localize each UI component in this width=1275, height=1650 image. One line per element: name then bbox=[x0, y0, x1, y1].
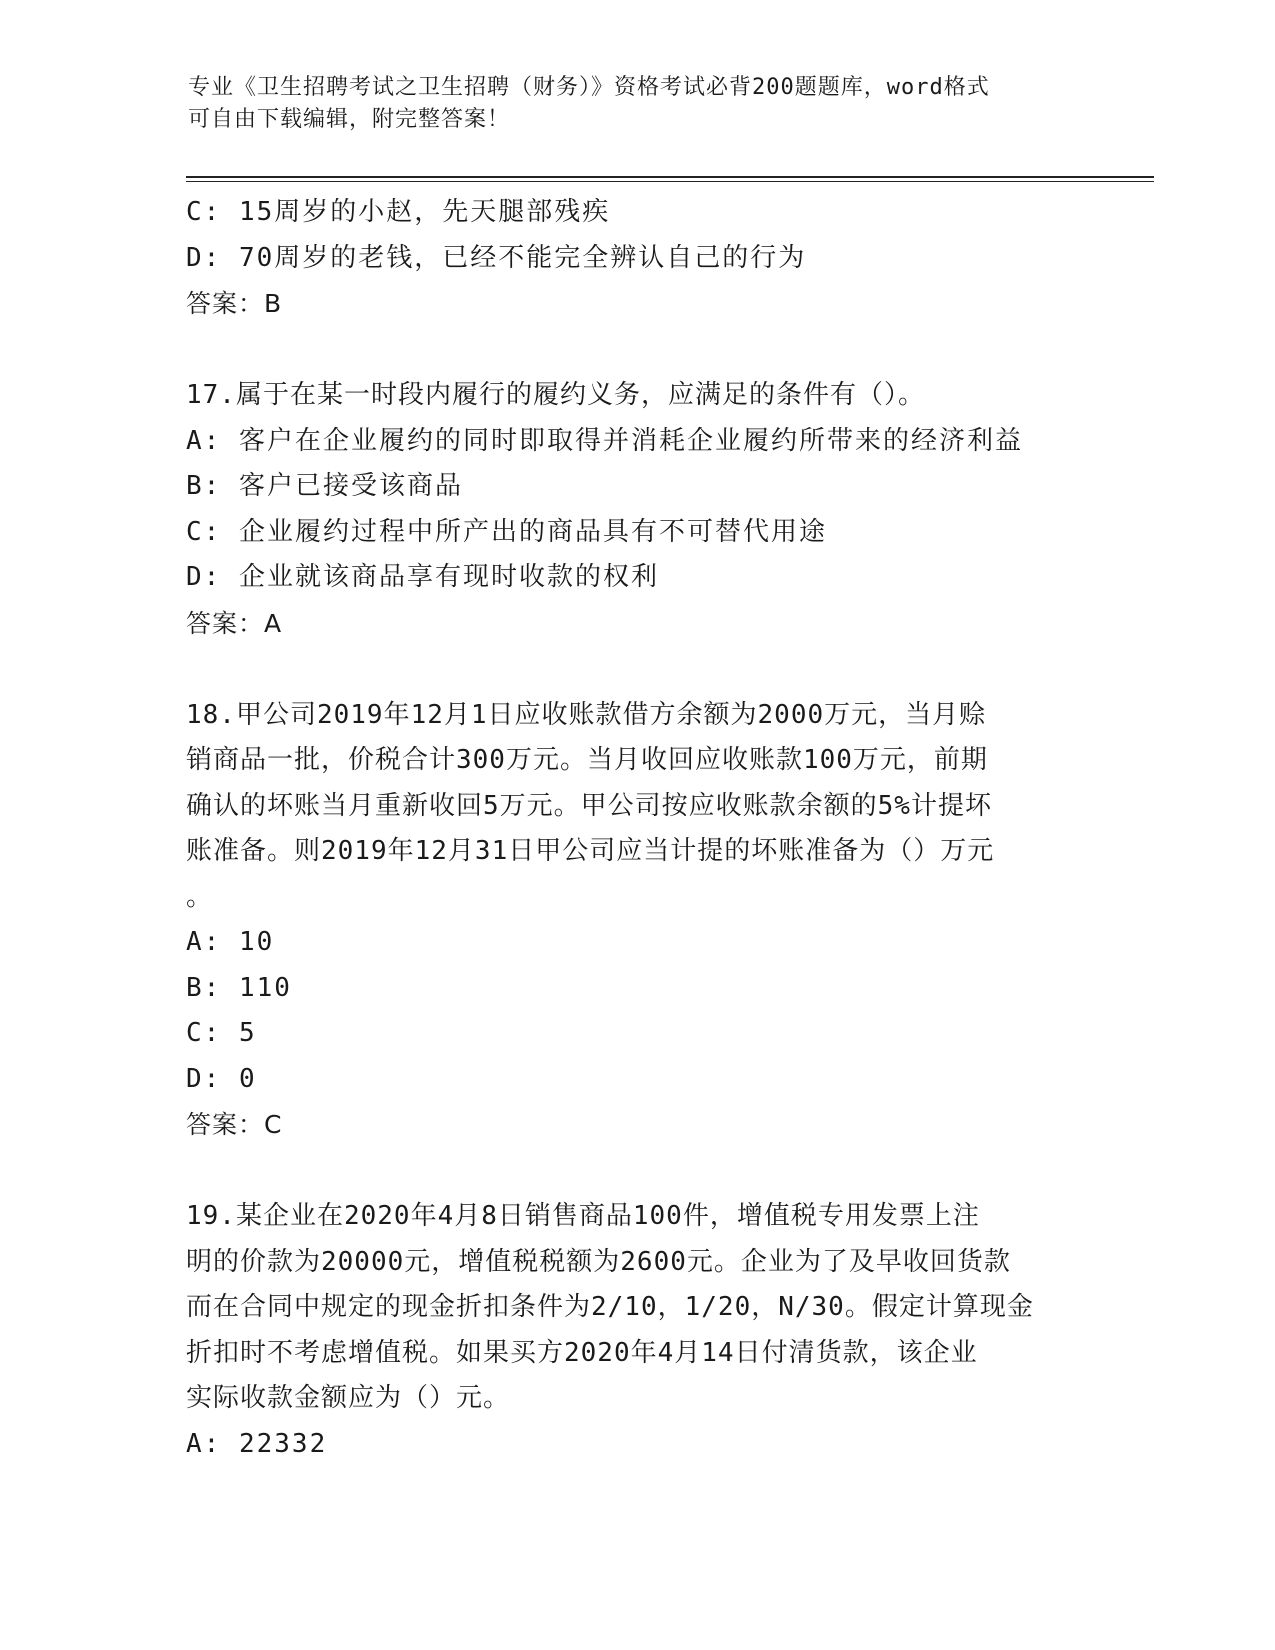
stem-line: 账准备。则2019年12月31日甲公司应当计提的坏账准备为（）万元 bbox=[186, 836, 995, 866]
option-c: C: 企业履约过程中所产出的商品具有不可替代用途 bbox=[186, 516, 827, 547]
question-18 bbox=[186, 693, 1086, 1149]
document-header bbox=[188, 72, 1068, 136]
header-line-2: 可自由下载编辑，附完整答案！ bbox=[188, 107, 511, 132]
spacer bbox=[186, 1148, 1086, 1194]
stem-line: 折扣时不考虑增值税。如果买方2020年4月14日付清货款，该企业 bbox=[186, 1337, 978, 1368]
question-stem bbox=[186, 1194, 1086, 1422]
stem-line: 而在合同中规定的现金折扣条件为2/10，1/20，N/30。假定计算现金 bbox=[186, 1292, 1034, 1322]
answer-line: 答案：B bbox=[186, 289, 283, 318]
option-b: B: 客户已接受该商品 bbox=[186, 471, 463, 501]
header-divider-thin bbox=[186, 181, 1154, 182]
option-a: A: 客户在企业履约的同时即取得并消耗企业履约所带来的经济利益 bbox=[186, 425, 1023, 456]
header-line-1: 专业《卫生招聘考试之卫生招聘（财务）》资格考试必背200题题库，word格式 bbox=[188, 75, 990, 100]
header-divider bbox=[186, 176, 1154, 178]
question-16-tail bbox=[186, 190, 1086, 327]
stem-line: 实际收款金额应为（）元。 bbox=[186, 1383, 511, 1413]
option-a: A: 10 bbox=[186, 927, 275, 957]
question-stem bbox=[186, 373, 1086, 419]
stem-line: 18.甲公司2019年12月1日应收账款借方余额为2000万元，当月赊 bbox=[186, 699, 987, 730]
stem-line: 销商品一批，价税合计300万元。当月收回应收账款100万元，前期 bbox=[186, 745, 988, 775]
option-c: C: 15周岁的小赵，先天腿部残疾 bbox=[186, 197, 611, 227]
answer-line: 答案：C bbox=[186, 1110, 283, 1139]
question-17 bbox=[186, 373, 1086, 647]
option-c: C: 5 bbox=[186, 1018, 257, 1048]
option-d: D: 0 bbox=[186, 1063, 257, 1094]
option-d: D: 70周岁的老钱，已经不能完全辨认自己的行为 bbox=[186, 242, 807, 273]
stem-line: 。 bbox=[186, 881, 214, 912]
question-list bbox=[186, 190, 1086, 1467]
stem-line: 明的价款为20000元，增值税税额为2600元。企业为了及早收回货款 bbox=[186, 1246, 1011, 1277]
answer-line: 答案：A bbox=[186, 608, 283, 638]
stem-line: 17.属于在某一时段内履行的履约义务，应满足的条件有（）。 bbox=[186, 380, 925, 410]
stem-line: 确认的坏账当月重新收回5万元。甲公司按应收账款余额的5%计提坏 bbox=[186, 790, 992, 821]
question-stem bbox=[186, 693, 1086, 921]
question-19 bbox=[186, 1194, 1086, 1467]
stem-line: 19.某企业在2020年4月8日销售商品100件，增值税专用发票上注 bbox=[186, 1201, 980, 1231]
spacer bbox=[186, 647, 1086, 693]
spacer bbox=[186, 327, 1086, 373]
option-a: A: 22332 bbox=[186, 1428, 328, 1459]
option-b: B: 110 bbox=[186, 972, 292, 1003]
option-d: D: 企业就该商品享有现时收款的权利 bbox=[186, 562, 659, 592]
